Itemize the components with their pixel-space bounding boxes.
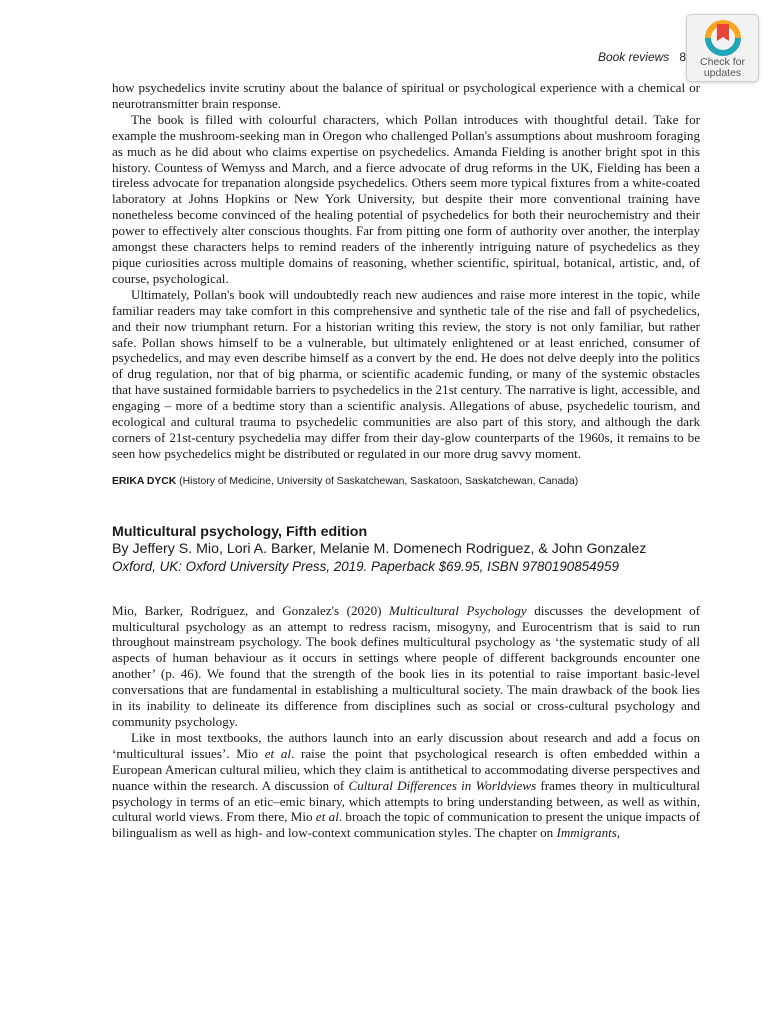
review1-paragraph-2: The book is filled with colourful characters, which Pollan introduces with thoughtful detail. Take for example the mushroom-seeking man in Oregon who challenged Pollan's assumptions about mushroom foraging as much as he did about who claims expertise on psychedelics. Amanda Fielding is another bright spot in this history. Countess of Wemyss and March, and a fierce advocate of drug reforms in the UK, Fielding has been a tireless advocate for trepanation alongside psychedelics. Others seem more typical fixtures from a white-coated laboratory at Johns Hopkins or New York University, but despite their more conventional training have nonetheless become convinced of the healing potential of psychedelics for both their neurochemistry and their power to effectively alter conscious thoughts. Far from pitting one form of authority over another, the interplay amongst these characters helps to remind readers of the inherently intriguing nature of psychedelics as they pique curiosities across multiple domains of reasoning, whether scientific, spiritual, botanical, artistic, and, of course, psychological. xyxy=(112,111,700,286)
book-title-inline: Multicultural Psychology xyxy=(389,602,527,618)
badge-label xyxy=(687,57,758,79)
reviewer-signature xyxy=(112,474,700,490)
review1-paragraph-1: how psychedelics invite scrutiny about the balance of spiritual or psychological experience with a chemical or neurotransmitter brain response. xyxy=(112,80,700,111)
check-for-updates-icon xyxy=(704,19,742,57)
badge-line-2: updates xyxy=(703,67,742,79)
page-number: 8 xyxy=(679,50,686,64)
section-title: Book reviews xyxy=(597,50,670,64)
badge-line-1: Check for xyxy=(700,56,745,68)
review2-paragraph-2: Like in most textbooks, the authors launch into an early discussion about research and add a focus on ‘multicultural issues’. Mio et al. raise the point that psychological research is often embedded within a European American cultural milieu, which they claim is antithetical to accommodating diverse perspectives and nuance within the research. A discussion of Cultural Differences in Worldviews frames theory in multicultural psychology in terms of an etic–emic binary, which attempts to bring understanding between, as well as within, cultural world views. From there, Mio et al. broach the topic of communication to present the unique impacts of bilingualism as well as high- and low-context communication styles. The chapter on Immigrants, xyxy=(112,729,700,841)
running-header xyxy=(598,50,686,64)
chapter-title-inline: Immigrants, xyxy=(556,825,621,841)
book-title: Multicultural psychology, Fifth edition xyxy=(112,523,368,540)
review2-paragraph-1: Mio, Barker, Rodríguez, and Gonzalez's (2020) Multicultural Psychology discusses the development of multicultural psychology as an attempt to redress racism, misogyny, and Eurocentrism that is said to run throughout mainstream psychology. The book defines multicultural psychology as ‘the systematic study of all aspects of human behaviour as it occurs in settings where people of different backgrounds encounter one another’ (p. 46). We found that the strength of the book lies in its potential to raise important basic-level conversations that are fundamental in establishing a multicultural society. The main drawback of the book lies in its inability to delineate its difference from disciplines such as social or cross-cultural psychology and community psychology. xyxy=(112,602,700,729)
check-for-updates-badge[interactable] xyxy=(686,14,759,82)
book-citation xyxy=(112,524,700,575)
review2 xyxy=(112,603,700,842)
book-publication-info: Oxford, UK: Oxford University Press, 2019. Paperback $69.95, ISBN 9780190854959 xyxy=(112,558,619,574)
reviewer-name: ERIKA DYCK xyxy=(112,475,177,487)
article-body xyxy=(112,80,700,841)
review1-paragraph-3: Ultimately, Pollan's book will undoubtedly reach new audiences and raise more interest in the topic, while familiar readers may take comfort in this comprehensive and synthetic tale of the rise and fall of psychedelics, and their now triumphant return. For a historian writing this review, the story is not only familiar, but rather safe. Pollan shows himself to be a vulnerable, but ultimately enlightened or at least enriched, consumer of psychedelics, and may even describe himself as a convert by the end. He does not delve deeply into the politics of drug regulation, nor that of big pharma, or scientific academic funding, or many of the systemic obstacles that have sustained formidable barriers to psychedelics in the 21st century. The narrative is light, accessible, and engaging – more of a bedtime story than a scientific analysis. Allegations of abuse, psychedelic tourism, and ecological and cultural trauma to psychedelic communities are also part of this story, and although the dark corners of 21st-century psychedelia may differ from their day-glow counterparts of the 1960s, it remains to be seen how psychedelics might be distributed or regulated in our more drug savvy moment. xyxy=(112,286,700,461)
book-authors: By Jeffery S. Mio, Lori A. Barker, Melanie M. Domenech Rodriguez, & John Gonzalez xyxy=(112,540,647,557)
reviewer-affiliation: (History of Medicine, University of Saskatchewan, Saskatoon, Saskatchewan, Canada) xyxy=(179,475,579,487)
chapter-title-inline: Cultural Differences in Worldviews xyxy=(348,777,537,793)
